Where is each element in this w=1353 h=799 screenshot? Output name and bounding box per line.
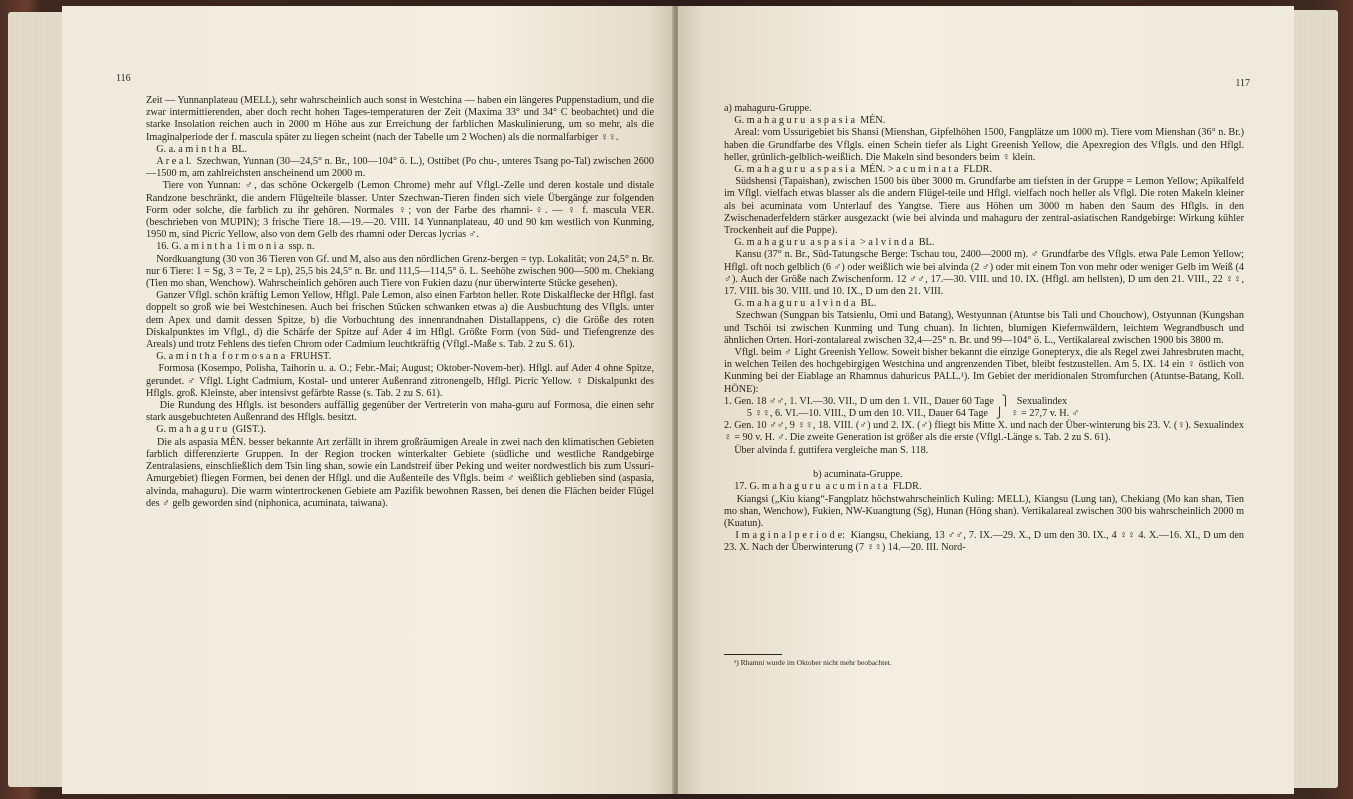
right-page-number: 117 [1235,78,1250,89]
left-page-edges [8,12,66,787]
right-page [678,6,1294,794]
left-page [62,6,674,794]
right-page-body-text: a) mahaguru-Gruppe. G. m a h a g u r u a s p a s i a MÉN. Areal: vom Ussurigebiet bis Shansi (Mienshan, Gipfelhöhen 1500, Fangplätze um 1000 m). Tiere vom Mienshan (36° n. Br.) haben die Grundfarbe des Vflgls. einen Schein tiefer als Light Greenish Yellow, die Apexregion des Vflgls. und den Hflgl. heller, grünlich-gelblich-weißlich. Die Makeln sind besonders beim ♀ klein. G. m a h a g u r u a s p a s i a MÉN. > a c u m i n a t a FLDR. Südshensi (Tapaishan), zwischen 1500 bis über 3000 m. Grundfarbe am tiefsten in der Gruppe = Lemon Yellow; Apikalfeld im Vflgl. vielfach etwas blasser als die andern Flügel-teile und Hflgl. vielfach noch heller als Vflgl. Die roten Makeln kleiner als bei acuminata vom Unterlauf des Yangtse. Tiere aus Höhen um 3000 m haben den Saum des Hflgls. in den Zwischenaderfeldern stärker ausgezackt (wie bei alvinda und mahaguru der zentral-asiatischen Randgebirge: Wirkung kühler Trockenheit auf die Puppe). G. m a h a g u r u a s p a s i a > a l v i n d a BL. Kansu (37° n. Br., Süd-Tatungsche Berge: Tschau tou, 2400—2000 m). ♂ Grundfarbe des Vflgls. etwa Pale Lemon Yellow; Hflgl. oft noch gelblich (6 ♂) oder weißlich wie bei alvinda (2 ♂) oder mit einem Ton von mehr oder weniger Gelb im Weiß (4 ♂). Auch der Größe nach Zwischenform. 12 ♂♂, 17.—30. VIII. und 10. IX. (Hflgl. am hellsten), D um den 21. VIII., 22 ♀♀, 17. VIII. bis 30. VIII. und 10. IX., D um den 21. VIII. G. m a h a g u r u a l v i n d a BL. Szechwan (Sungpan bis Tatsienlu, Omi und Batang), Westyunnan (Atuntse bis Tali und Chouchow), Ostyunnan (Kungshan und Tschöi tsi zwischen Kunming und Tung chuan). In lichten, blumigen Kiefernwäldern, leichtem Wegrandbusch und ähnlichen Orten. Hori-zontalareal zwischen 32,4—25° n. Br. und 99—104° ö. L., Vertikalareal zwischen 1900 bis 3800 m. Vflgl. beim ♂ Light Greenish Yellow. Soweit bisher bekannt die einzige Gonepteryx, die als Regel zwei Jahresbruten macht, in welchen Teilen des hochgebirgigen Westchina und angrenzenden Tibet, bleibt festzustellen. Am 5. IX. 14 ein ♀ östlich von Kunming bei der Eiablage an Rhamnus dahuricus PALL.¹). Im Gebiet der meridionalen Stromfurchen (Atuntse-Batang, Koll. HÖNE): 1. Gen. 18 ♂♂, 1. VI.—30. VII., D um den 1. VII., Dauer 60 Tage ⎫ Sexualindex 5 ♀♀, 6. VI.—10. VIII., D um den 10. VII., Dauer 64 Tage ⎭ ♀ = 27,7 v. H. ♂ 2. Gen. 10 ♂♂, 9 ♀♀, 18. VIII. (♂) und 2. IX. (♂) fliegt bis Mitte X. und nach der Über-winterung bis 23. V. (♀). Sexualindex ♀ = 90 v. H. ♂. Die zweite Generation ist größer als die erste (Vflgl.-Länge s. Tab. 2 zu S. 61). Über alvinda f. guttifera vergleiche man S. 118. b) acuminata-Gruppe. 17. G. m a h a g u r u a c u m i n a t a FLDR. Kiangsi („Kiu kiang“-Fangplatz höchstwahrscheinlich Kuling: MELL), Kiangsu (Lung tan), Chekiang (Mo kan shan, Tien mo shan, Wenchow), Fukien, NW-Kuangtung (Sg), Hunan (Höng shan). Vertikalareal zwischen 300 bis wahrscheinlich 2000 m (Kuatun). I m a g i n a l p e r i o d e: Kiangsu, Chekiang, 13 ♂♂, 7. IX.—29. X., D um den 30. IX., 4 ♀♀ 4. X.—16. XI., D um den 23. X. Nach der Überwinterung (7 ♀♀) 14.—20. III. Nord- [724,103,1245,554]
left-page-body-text: Zeit — Yunnanplateau (MELL), sehr wahrscheinlich auch sonst in Westchina — haben ein längeres Puppenstadium, und die zwar intermittierenden, aber doch recht hohen Tages-temperaturen der Zeit (Maxima 33° und 34° C beobachtet) und die starke Insolation reichen auch in 2000 m Höhe aus zur Erreichung der farblichen Maskulinierung, um so mehr, als die Imaginalperiode der f. mascula später zu liegen scheint (nach der Tabelle um 2 Wochen) als die normalfarbiger ♀♀. G. a. a m i n t h a BL. A r e a l. Szechwan, Yunnan (30—24,5° n. Br., 100—104° ö. L.), Osttibet (Po chu-, unteres Tsang po-Tal) zwischen 2600—1500 m, am zahlreichsten anscheinend um 2000 m. Tiere von Yunnan: ♂, das schöne Ockergelb (Lemon Chrome) mehr auf Vflgl.-Zelle und deren kostale und distale Randzone beschränkt, die andern Flügelteile blasser. Unter Szechwan-Tieren finden sich viele Übergänge zur folgenden Form oder solche, die farblich zu ihr gehören. Normales ♀; von der Farbe des rhamni-♀. — ♀ f. mascula VER. (beschrieben von MUPIN); 3 frische Tiere 18.—19.—20. VIII. 14 Yunnanplateau, 40 und 90 km westlich von Kunming, 1950 m, sind Picric Yellow, also von dem Gelb des rhamni oder Dercas lycrias ♂. 16. G. a m i n t h a l i m o n i a ssp. n. Nordkuangtung (30 von 36 Tieren von Gf. und M, also aus den nördlichen Grenz-bergen = typ. Lokalität; von 24,5° n. Br. nur 6 Tiere: 1 = Sg, 3 = Te, 2 = Lp), 25,5 bis 24,5° n. Br. und 111,5—114,5° ö. L. Seehöhe zwischen 900—500 m. Chekiang (Tien mo shan, Wenchow). Wahrscheinlich gehören auch Tiere von Fukien dazu (nur überwinterte Stücke gesehen). Ganzer Vflgl. schön kräftig Lemon Yellow, Hflgl. Pale Lemon, also einen Farbton heller. Rote Diskalflecke der Hflgl. fast doppelt so groß wie bei Westchinesen. Auch bei frischen Stücken schwanken etwas a) die Ausbuchtung des Vflgls. unter dem Apex und damit dessen Spitze, b) die Vorbuchtung des innenrandnahen Distallappens, c) die Größe des roten Diskalpunktes im Vflgl., d) die Schärfe der Spitze auf Ader 4 im Hflgl. Größte Form (von Süd- und Tiefengrenze des Areals) und trotz Fehlens des tiefen Chrom oder Cadmium leuchtkräftig (Vflgl.-Maße s. Tab. 2 zu S. 61). G. a m i n t h a f o r m o s a n a FRUHST. Formosa (Kosempo, Polisha, Taihorin u. a. O.; Febr.-Mai; August; Oktober-Novem-ber). Hflgl. auf Ader 4 ohne Spitze, gerundet. ♂ Vflgl. Light Cadmium, Kostal- und unterer Außenrand zitronengelb, Hflgl. Picric Yellow. ♀ Diskalpunkt des Hflgls. groß. Kleinste, aber intensivst gefärbte Rasse (s. Tab. 2 zu S. 61). Die Rundung des Hflgls. ist besonders auffällig gegenüber der Vertreterin von maha-guru auf Formosa, die einen sehr stark ausgebuchteten Außenrand des Hflgls. besitzt. G. m a h a g u r u (GIST.). Die als aspasia MÉN. besser bekannte Art zerfällt in ihrem großräumigen Areale in zwei nach den klimatischen Gebieten farblich differenzierte Gruppen. In der Region trocken winterkalter Gebiete (südliche und westliche Randgebirge Zentralasiens, einschließlich dem Tsin ling shan, sowie ein Landstreif über Peking und weiter nordwestlich bis zum Ussuri-Amurgebiet) fliegen Formen, bei denen der Hflgl. und die Außenteile des Vflgls. beim ♂ weißlich geblieben sind (aspasia, alvinda, mahaguru). Die warm wintertrockenen Gebiete am Pazifik bewohnen Rassen, bei denen die Flächen beider Flügel des ♂ gelb geworden sind (niphonica, acuminata, taiwana). [146,95,655,509]
footnote-rule [724,654,782,655]
right-page-edges [1290,10,1338,788]
left-page-number: 116 [116,73,131,84]
footnote: ¹) Rhamni wurde im Oktober nicht mehr beobachtet. [734,658,892,667]
